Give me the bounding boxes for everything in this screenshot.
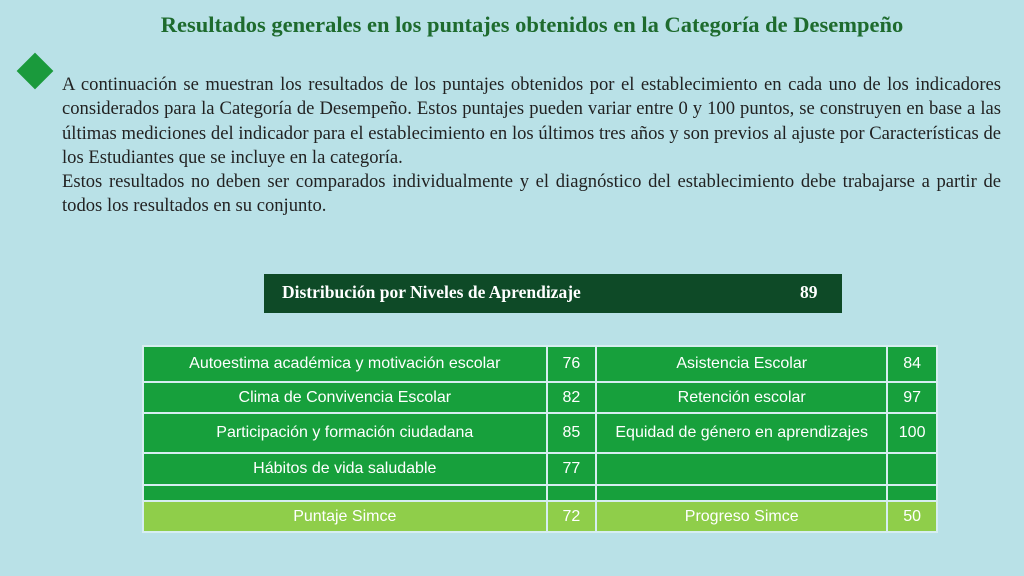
- table-row-empty: [143, 485, 937, 501]
- table-row: [143, 413, 937, 453]
- table-row: [143, 453, 937, 485]
- indicator-label: Clima de Convivencia Escolar: [143, 382, 547, 413]
- indicator-value: 84: [887, 346, 937, 382]
- distribution-value: 89: [800, 282, 818, 302]
- diamond-bullet-icon: [17, 53, 54, 90]
- intro-paragraph-1: A continuación se muestran los resultados de los puntajes obtenidos por el establecimiento en cada uno de los indicadores considerados para la Categoría de Desempeño. Estos puntajes pueden variar entre 0 y 100 puntos, se construyen en base a las últimas mediciones del indicador para el establecimiento en los últimos tres años y son previos al ajuste por Características de los Estudiantes que se incluye en la categoría.: [62, 74, 1001, 168]
- indicator-label: Autoestima académica y motivación escolar: [143, 346, 547, 382]
- indicator-value: [887, 453, 937, 485]
- indicator-value: 97: [887, 382, 937, 413]
- intro-text: [62, 73, 1001, 219]
- indicator-label: [596, 453, 887, 485]
- indicator-value: 77: [547, 453, 597, 485]
- indicator-value: 82: [547, 382, 597, 413]
- empty-cell: [547, 485, 597, 501]
- indicator-label: Equidad de género en aprendizajes: [596, 413, 887, 453]
- distribution-label: Distribución por Niveles de Aprendizaje: [282, 282, 581, 302]
- intro-paragraph-2: Estos resultados no deben ser comparados individualmente y el diagnóstico del establecimiento debe trabajarse a partir de todos los resultados en su conjunto.: [62, 171, 1001, 217]
- table-row: [143, 346, 937, 382]
- simce-progress-value: 50: [887, 501, 937, 532]
- simce-score-label: Puntaje Simce: [143, 501, 547, 532]
- indicator-label: Participación y formación ciudadana: [143, 413, 547, 453]
- empty-cell: [143, 485, 547, 501]
- indicator-value: 76: [547, 346, 597, 382]
- empty-cell: [596, 485, 887, 501]
- page-title: Resultados generales en los puntajes obtenidos en la Categoría de Desempeño: [160, 12, 904, 37]
- indicator-value: 85: [547, 413, 597, 453]
- distribution-box: [264, 274, 842, 313]
- simce-score-value: 72: [547, 501, 597, 532]
- summary-row: [143, 501, 937, 532]
- indicator-label: Retención escolar: [596, 382, 887, 413]
- table-row: [143, 382, 937, 413]
- indicator-label: Hábitos de vida saludable: [143, 453, 547, 485]
- empty-cell: [887, 485, 937, 501]
- indicator-value: 100: [887, 413, 937, 453]
- indicator-label: Asistencia Escolar: [596, 346, 887, 382]
- results-table: [142, 345, 938, 533]
- simce-progress-label: Progreso Simce: [596, 501, 887, 532]
